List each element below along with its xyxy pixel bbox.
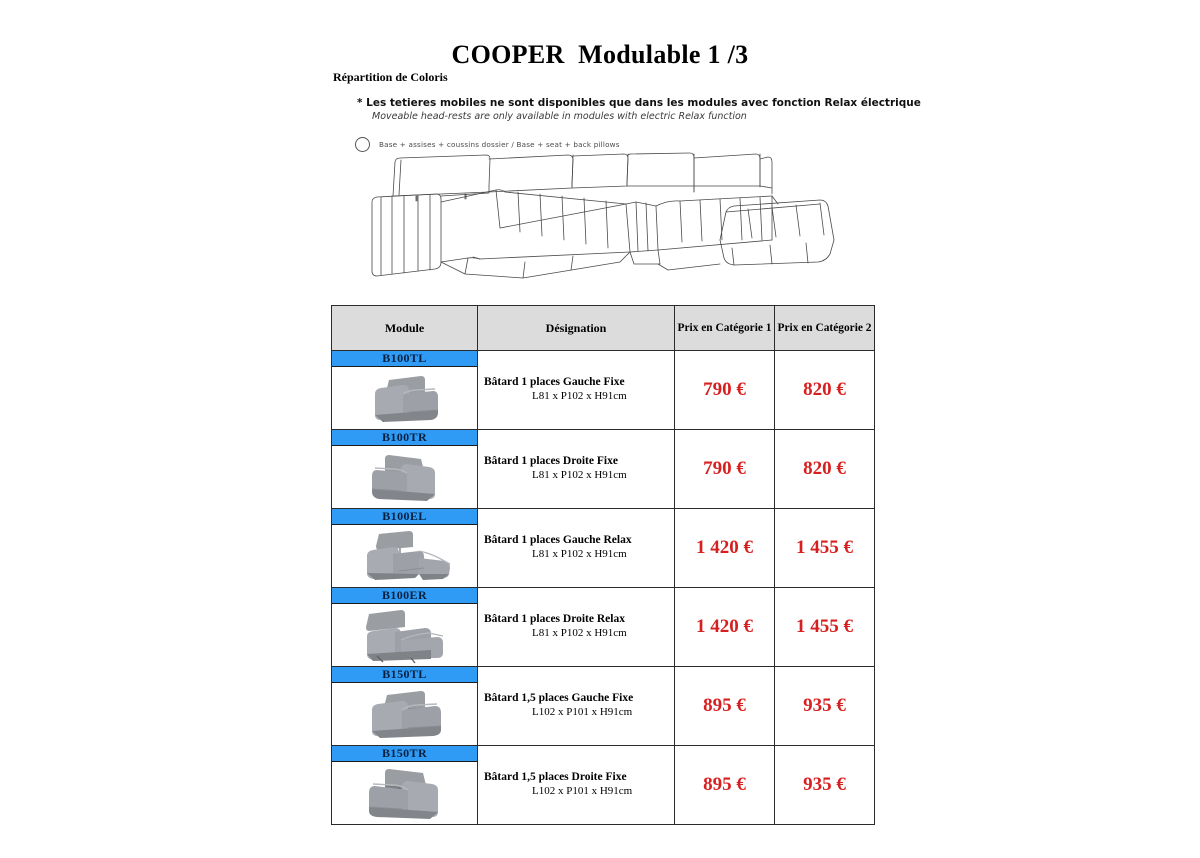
designation-cell: [478, 509, 675, 588]
page-title: COOPER Modulable 1 /3: [451, 40, 749, 69]
designation-label: Bâtard 1,5 places Droite Fixe: [484, 771, 627, 784]
module-cell: [332, 588, 478, 667]
header-price-cat2: Prix en Catégorie 2: [775, 306, 875, 351]
table-header-row: [332, 306, 875, 351]
subtitle-repartition-coloris: Répartition de Coloris: [333, 70, 448, 84]
header-designation: Désignation: [478, 306, 675, 351]
module-code-badge: B150TL: [332, 667, 477, 683]
table-body: [332, 351, 875, 825]
price-cat1-cell: 790 €: [675, 430, 775, 509]
dimensions-label: L102 x P101 x H91cm: [532, 706, 633, 719]
designation-cell: [478, 667, 675, 746]
designation-label: Bâtard 1 places Droite Relax: [484, 613, 625, 626]
header-module: Module: [332, 306, 478, 351]
sectional-sofa-line-drawing: [368, 152, 842, 280]
price-cat1-cell: 895 €: [675, 746, 775, 825]
circle-outline-icon: [355, 137, 370, 152]
price-cat2-cell: 820 €: [775, 351, 875, 430]
module-code-badge: B100TR: [332, 430, 477, 446]
armchair-right-fixed-thumb: [332, 446, 477, 508]
module-cell: [332, 667, 478, 746]
table-row: [332, 430, 875, 509]
table-row: [332, 746, 875, 825]
price-cat2-cell: 1 455 €: [775, 509, 875, 588]
module-code-badge: B100TL: [332, 351, 477, 367]
module-cell: [332, 351, 478, 430]
module-cell: [332, 509, 478, 588]
table-row: [332, 509, 875, 588]
price-cat2-cell: 935 €: [775, 746, 875, 825]
price-cat2-cell: 820 €: [775, 430, 875, 509]
module-cell: [332, 430, 478, 509]
armchair-left-fixed-thumb: [332, 367, 477, 429]
price-cat1-cell: 1 420 €: [675, 588, 775, 667]
header-price-cat1: Prix en Catégorie 1: [675, 306, 775, 351]
table-row: [332, 351, 875, 430]
designation-label: Bâtard 1 places Droite Fixe: [484, 455, 618, 468]
note-french: * Les tetieres mobiles ne sont disponibles que dans les modules avec fonction Relax électrique: [357, 97, 921, 109]
table-row: [332, 667, 875, 746]
module-code-badge: B150TR: [332, 746, 477, 762]
armchair-right-relax-thumb: [332, 604, 477, 666]
dimensions-label: L81 x P102 x H91cm: [532, 548, 627, 561]
note-english: Moveable head-rests are only available in modules with electric Relax function: [372, 111, 747, 122]
designation-label: Bâtard 1 places Gauche Fixe: [484, 376, 625, 389]
price-table: [331, 305, 875, 825]
designation-cell: [478, 430, 675, 509]
price-cat1-cell: 1 420 €: [675, 509, 775, 588]
dimensions-label: L81 x P102 x H91cm: [532, 627, 627, 640]
legend-label: Base + assises + coussins dossier / Base + seat + back pillows: [379, 140, 620, 149]
armchair-left-relax-thumb: [332, 525, 477, 587]
module-code-badge: B100ER: [332, 588, 477, 604]
legend: [355, 137, 620, 152]
armchair-left-fixed-wide-thumb: [332, 683, 477, 745]
designation-label: Bâtard 1 places Gauche Relax: [484, 534, 632, 547]
armchair-right-fixed-wide-thumb: [332, 762, 477, 824]
dimensions-label: L81 x P102 x H91cm: [532, 469, 627, 482]
price-cat1-cell: 895 €: [675, 667, 775, 746]
designation-cell: [478, 588, 675, 667]
dimensions-label: L102 x P101 x H91cm: [532, 785, 633, 798]
module-cell: [332, 746, 478, 825]
designation-cell: [478, 746, 675, 825]
price-cat1-cell: 790 €: [675, 351, 775, 430]
price-cat2-cell: 935 €: [775, 667, 875, 746]
module-code-badge: B100EL: [332, 509, 477, 525]
designation-label: Bâtard 1,5 places Gauche Fixe: [484, 692, 634, 705]
designation-cell: [478, 351, 675, 430]
price-cat2-cell: 1 455 €: [775, 588, 875, 667]
table-row: [332, 588, 875, 667]
dimensions-label: L81 x P102 x H91cm: [532, 390, 627, 403]
